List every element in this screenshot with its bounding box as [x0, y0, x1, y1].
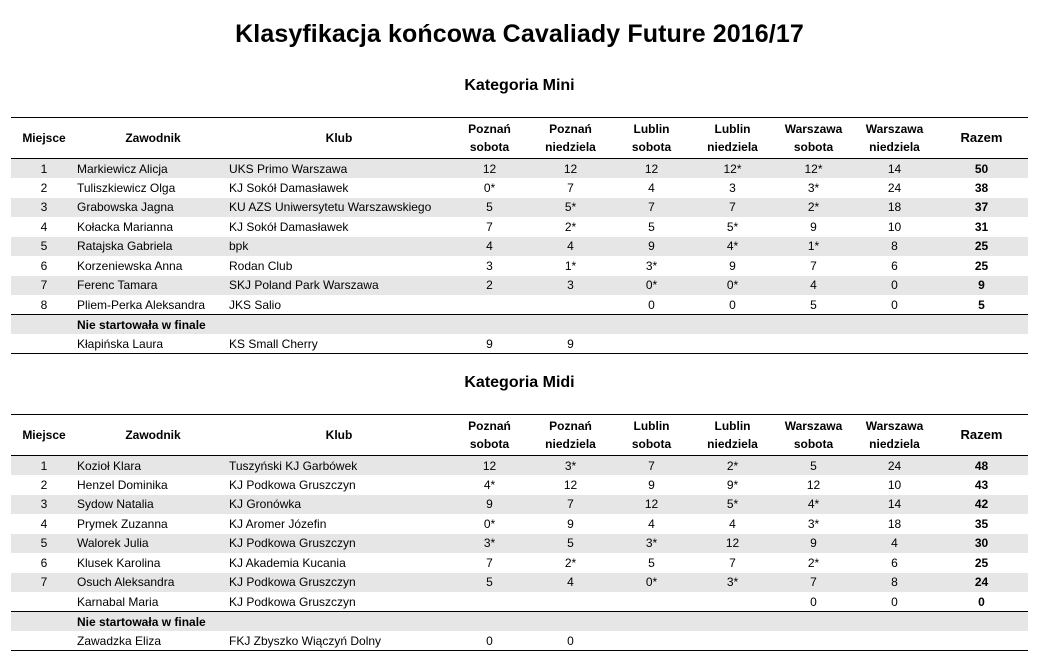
score-warszawa-niedziela: 10: [887, 477, 902, 492]
empty-cell: [935, 334, 1028, 354]
total-cell: 50: [974, 161, 989, 176]
rider-name-cell: Pliem-Perka Aleksandra: [77, 297, 206, 312]
results-table-midi: [11, 414, 1028, 651]
score-lublin-sobota: 7: [648, 200, 655, 215]
total-cell: 9: [978, 278, 985, 293]
score-lublin-niedziela: 9*: [726, 477, 739, 492]
score-poznan-niedziela: 12: [563, 477, 578, 492]
header-lublin-niedziela: Lublin niedziela: [692, 118, 773, 159]
score-warszawa-niedziela: 18: [887, 200, 902, 215]
table-row: [11, 553, 1028, 573]
score-lublin-sobota: 9: [648, 239, 655, 254]
place-cell: [11, 334, 77, 354]
score-warszawa-sobota: 12: [806, 477, 821, 492]
empty-cell: [854, 334, 935, 354]
score-lublin-sobota: 12: [644, 161, 659, 176]
place-cell: [11, 612, 77, 632]
total-cell: 48: [974, 458, 989, 473]
score-poznan-niedziela: [530, 295, 611, 315]
empty-cell: [692, 631, 773, 651]
score-poznan-niedziela: 1*: [564, 258, 577, 273]
header-warszawa-sobota: Warszawa sobota: [773, 118, 854, 159]
score-warszawa-niedziela: 24: [887, 458, 902, 473]
rider-name-cell: Prymek Zuzanna: [77, 516, 168, 531]
table-row: [11, 159, 1028, 179]
empty-cell: [611, 631, 692, 651]
score-poznan-niedziela: 2*: [564, 219, 577, 234]
club-cell: KS Small Cherry: [229, 334, 449, 354]
score-warszawa-sobota: 2*: [807, 200, 820, 215]
rider-name-cell: Walorek Julia: [77, 536, 149, 551]
score-poznan-niedziela: 9: [530, 334, 611, 354]
score-poznan-sobota: 12: [482, 161, 497, 176]
header-lublin-sobota: Lublin sobota: [611, 415, 692, 456]
empty-cell: [854, 631, 935, 651]
score-lublin-sobota: 9: [648, 477, 655, 492]
club-cell: UKS Primo Warszawa: [229, 161, 348, 176]
club-cell: KJ Podkowa Gruszczyn: [229, 477, 356, 492]
score-warszawa-niedziela: 0: [891, 297, 898, 312]
score-lublin-niedziela: 7: [729, 555, 736, 570]
score-warszawa-sobota: 1*: [807, 239, 820, 254]
place-cell: 5: [40, 239, 48, 254]
place-cell: 7: [40, 278, 48, 293]
results-table-mini: [11, 117, 1028, 354]
score-poznan-sobota: 4: [486, 239, 493, 254]
score-warszawa-niedziela: 10: [887, 219, 902, 234]
header-rider: Zawodnik: [77, 415, 229, 456]
score-warszawa-niedziela: 6: [891, 555, 898, 570]
score-lublin-niedziela: 9: [729, 258, 736, 273]
rider-name-cell: Klusek Karolina: [77, 555, 161, 570]
table-row: [11, 276, 1028, 296]
not-started-label: Nie startowała w finale: [77, 612, 1028, 632]
score-lublin-sobota: 5: [648, 219, 655, 234]
place-cell: 7: [40, 575, 48, 590]
score-warszawa-sobota: 9: [810, 536, 817, 551]
score-warszawa-niedziela: 14: [887, 497, 902, 512]
rider-name-cell: Osuch Aleksandra: [77, 575, 175, 590]
header-poznan-niedziela: Poznań niedziela: [530, 118, 611, 159]
header-row: [11, 118, 1028, 159]
club-cell: Rodan Club: [229, 258, 293, 273]
score-poznan-niedziela: 12: [563, 161, 578, 176]
header-lublin-sobota: Lublin sobota: [611, 118, 692, 159]
score-poznan-sobota: 0*: [483, 516, 496, 531]
rider-name-cell: Grabowska Jagna: [77, 200, 174, 215]
empty-cell: [773, 631, 854, 651]
score-lublin-niedziela: 3: [729, 180, 736, 195]
place-cell: 2: [40, 477, 48, 492]
not-started-row: [11, 631, 1028, 651]
club-cell: Tuszyński KJ Garbówek: [229, 458, 358, 473]
score-lublin-sobota: 0: [648, 297, 655, 312]
empty-cell: [935, 631, 1028, 651]
rider-name-cell: Kołacka Marianna: [77, 219, 174, 234]
score-lublin-niedziela: 0: [729, 297, 736, 312]
header-poznan-sobota: Poznań sobota: [449, 118, 530, 159]
score-poznan-sobota: [449, 592, 530, 612]
total-cell: 25: [974, 239, 989, 254]
header-place: Miejsce: [11, 415, 77, 456]
score-poznan-sobota: 3: [486, 258, 493, 273]
score-warszawa-niedziela: 18: [887, 516, 902, 531]
score-warszawa-sobota: 4: [810, 278, 817, 293]
header-place: Miejsce: [11, 118, 77, 159]
club-cell: KJ Podkowa Gruszczyn: [229, 575, 356, 590]
place-cell: 3: [40, 497, 48, 512]
rider-name-cell: Kłapińska Laura: [77, 334, 229, 354]
score-lublin-sobota: 7: [648, 458, 655, 473]
place-cell: [11, 592, 77, 612]
rider-name-cell: Tuliszkiewicz Olga: [77, 180, 176, 195]
club-cell: bpk: [229, 239, 249, 254]
total-cell: 0: [978, 594, 985, 609]
total-cell: 30: [974, 536, 989, 551]
score-poznan-sobota: [449, 295, 530, 315]
score-lublin-niedziela: [692, 592, 773, 612]
empty-cell: [611, 334, 692, 354]
rider-name-cell: Henzel Dominika: [77, 477, 168, 492]
total-cell: 5: [978, 297, 985, 312]
header-warszawa-niedziela: Warszawa niedziela: [854, 415, 935, 456]
score-lublin-sobota: 12: [644, 497, 659, 512]
not-started-label: Nie startowała w finale: [77, 315, 1028, 335]
score-poznan-niedziela: 2*: [564, 555, 577, 570]
score-lublin-sobota: 0*: [645, 278, 658, 293]
club-cell: KJ Sokół Damasławek: [229, 180, 349, 195]
place-cell: 1: [40, 458, 48, 473]
place-cell: 3: [40, 200, 48, 215]
score-poznan-niedziela: 0: [530, 631, 611, 651]
place-cell: 2: [40, 180, 48, 195]
header-club: Klub: [229, 415, 449, 456]
place-cell: 8: [40, 297, 48, 312]
score-lublin-niedziela: 4*: [726, 239, 739, 254]
score-poznan-sobota: 9: [449, 334, 530, 354]
club-cell: KJ Aromer Józefin: [229, 516, 327, 531]
not-started-row: [11, 334, 1028, 354]
table-row: [11, 295, 1028, 315]
rider-name-cell: Karnabal Maria: [77, 594, 159, 609]
place-cell: 6: [40, 555, 48, 570]
table-row: [11, 573, 1028, 593]
table-row: [11, 217, 1028, 237]
header-row: [11, 415, 1028, 456]
score-lublin-sobota: [611, 592, 692, 612]
score-poznan-niedziela: 3*: [564, 458, 577, 473]
score-poznan-sobota: 12: [482, 458, 497, 473]
table-row: [11, 495, 1028, 515]
score-warszawa-sobota: 12*: [804, 161, 823, 176]
header-total: Razem: [935, 415, 1028, 456]
score-lublin-niedziela: 2*: [726, 458, 739, 473]
header-rider: Zawodnik: [77, 118, 229, 159]
rider-name-cell: Markiewicz Alicja: [77, 161, 168, 176]
score-warszawa-sobota: 0: [810, 594, 817, 609]
club-cell: KJ Podkowa Gruszczyn: [229, 536, 356, 551]
rider-name-cell: Ratajska Gabriela: [77, 239, 173, 254]
score-warszawa-niedziela: 24: [887, 180, 902, 195]
table-row: [11, 256, 1028, 276]
score-lublin-niedziela: 7: [729, 200, 736, 215]
total-cell: 25: [974, 555, 989, 570]
rider-name-cell: Korzeniewska Anna: [77, 258, 183, 273]
club-cell: KJ Gronówka: [229, 497, 302, 512]
score-poznan-sobota: 9: [486, 497, 493, 512]
empty-cell: [692, 334, 773, 354]
table-row: [11, 198, 1028, 218]
club-cell: KJ Akademia Kucania: [229, 555, 346, 570]
score-poznan-niedziela: 5*: [564, 200, 577, 215]
score-poznan-niedziela: 7: [567, 180, 574, 195]
table-row: [11, 592, 1028, 612]
place-cell: 4: [40, 516, 48, 531]
score-poznan-niedziela: 3: [567, 278, 574, 293]
score-poznan-niedziela: 7: [567, 497, 574, 512]
score-lublin-niedziela: 12: [725, 536, 740, 551]
empty-cell: [773, 334, 854, 354]
score-lublin-sobota: 3*: [645, 258, 658, 273]
score-lublin-niedziela: 0*: [726, 278, 739, 293]
score-lublin-niedziela: 3*: [726, 575, 739, 590]
score-poznan-niedziela: 5: [567, 536, 574, 551]
score-poznan-sobota: 4*: [483, 477, 496, 492]
score-lublin-niedziela: 12*: [723, 161, 742, 176]
score-poznan-niedziela: [530, 592, 611, 612]
total-cell: 42: [974, 497, 989, 512]
place-cell: 4: [40, 219, 48, 234]
club-cell: KJ Sokół Damasławek: [229, 219, 349, 234]
score-warszawa-niedziela: 0: [891, 278, 898, 293]
header-club: Klub: [229, 118, 449, 159]
header-total: Razem: [935, 118, 1028, 159]
club-cell: KU AZS Uniwersytetu Warszawskiego: [229, 200, 432, 215]
total-cell: 31: [974, 219, 989, 234]
club-cell: KJ Podkowa Gruszczyn: [229, 594, 356, 609]
total-cell: 43: [974, 477, 989, 492]
score-warszawa-niedziela: 0: [891, 594, 898, 609]
table-row: [11, 475, 1028, 495]
score-lublin-sobota: 3*: [645, 536, 658, 551]
score-poznan-sobota: 0*: [483, 180, 496, 195]
club-cell: FKJ Zbyszko Wiączyń Dolny: [229, 631, 449, 651]
score-warszawa-niedziela: 6: [891, 258, 898, 273]
score-warszawa-sobota: 5: [810, 297, 817, 312]
score-warszawa-sobota: 3*: [807, 516, 820, 531]
score-warszawa-sobota: 2*: [807, 555, 820, 570]
total-cell: 25: [974, 258, 989, 273]
score-warszawa-sobota: 7: [810, 258, 817, 273]
place-cell: 6: [40, 258, 48, 273]
place-cell: 1: [40, 161, 48, 176]
score-poznan-sobota: 7: [486, 555, 493, 570]
score-warszawa-niedziela: 14: [887, 161, 902, 176]
header-poznan-sobota: Poznań sobota: [449, 415, 530, 456]
score-lublin-sobota: 5: [648, 555, 655, 570]
score-lublin-niedziela: 5*: [726, 497, 739, 512]
table-row: [11, 456, 1028, 476]
score-warszawa-niedziela: 8: [891, 239, 898, 254]
header-warszawa-niedziela: Warszawa niedziela: [854, 118, 935, 159]
place-cell: [11, 631, 77, 651]
score-lublin-sobota: 0*: [645, 575, 658, 590]
header-warszawa-sobota: Warszawa sobota: [773, 415, 854, 456]
club-cell: JKS Salio: [229, 297, 282, 312]
table-row: [11, 534, 1028, 554]
rider-name-cell: Kozioł Klara: [77, 458, 142, 473]
not-started-label-row: [11, 315, 1028, 335]
score-warszawa-sobota: 4*: [807, 497, 820, 512]
score-poznan-sobota: 5: [486, 575, 493, 590]
table-row: [11, 514, 1028, 534]
score-lublin-sobota: 4: [648, 516, 655, 531]
header-lublin-niedziela: Lublin niedziela: [692, 415, 773, 456]
section-title-midi: Kategoria Midi: [464, 374, 575, 391]
place-cell: [11, 315, 77, 335]
header-poznan-niedziela: Poznań niedziela: [530, 415, 611, 456]
table-row: [11, 178, 1028, 198]
score-warszawa-sobota: 3*: [807, 180, 820, 195]
rider-name-cell: Zawadzka Eliza: [77, 631, 229, 651]
score-warszawa-sobota: 9: [810, 219, 817, 234]
club-cell: SKJ Poland Park Warszawa: [229, 278, 379, 293]
score-warszawa-sobota: 7: [810, 575, 817, 590]
score-poznan-sobota: 3*: [483, 536, 496, 551]
page-title: Klasyfikacja końcowa Cavaliady Future 2016/17: [235, 20, 804, 48]
score-lublin-sobota: 4: [648, 180, 655, 195]
total-cell: 37: [974, 200, 989, 215]
score-poznan-sobota: 0: [449, 631, 530, 651]
score-warszawa-niedziela: 8: [891, 575, 898, 590]
score-poznan-niedziela: 9: [567, 516, 574, 531]
score-poznan-niedziela: 4: [567, 239, 574, 254]
total-cell: 38: [974, 180, 989, 195]
rider-name-cell: Ferenc Tamara: [77, 278, 158, 293]
table-row: [11, 237, 1028, 257]
not-started-label-row: [11, 612, 1028, 632]
score-poznan-sobota: 2: [486, 278, 493, 293]
total-cell: 35: [974, 516, 989, 531]
rider-name-cell: Sydow Natalia: [77, 497, 154, 512]
score-warszawa-niedziela: 4: [891, 536, 898, 551]
section-title-mini: Kategoria Mini: [464, 77, 575, 94]
total-cell: 24: [974, 575, 989, 590]
score-poznan-niedziela: 4: [567, 575, 574, 590]
place-cell: 5: [40, 536, 48, 551]
score-lublin-niedziela: 5*: [726, 219, 739, 234]
score-warszawa-sobota: 5: [810, 458, 817, 473]
score-poznan-sobota: 7: [486, 219, 493, 234]
score-poznan-sobota: 5: [486, 200, 493, 215]
score-lublin-niedziela: 4: [729, 516, 736, 531]
